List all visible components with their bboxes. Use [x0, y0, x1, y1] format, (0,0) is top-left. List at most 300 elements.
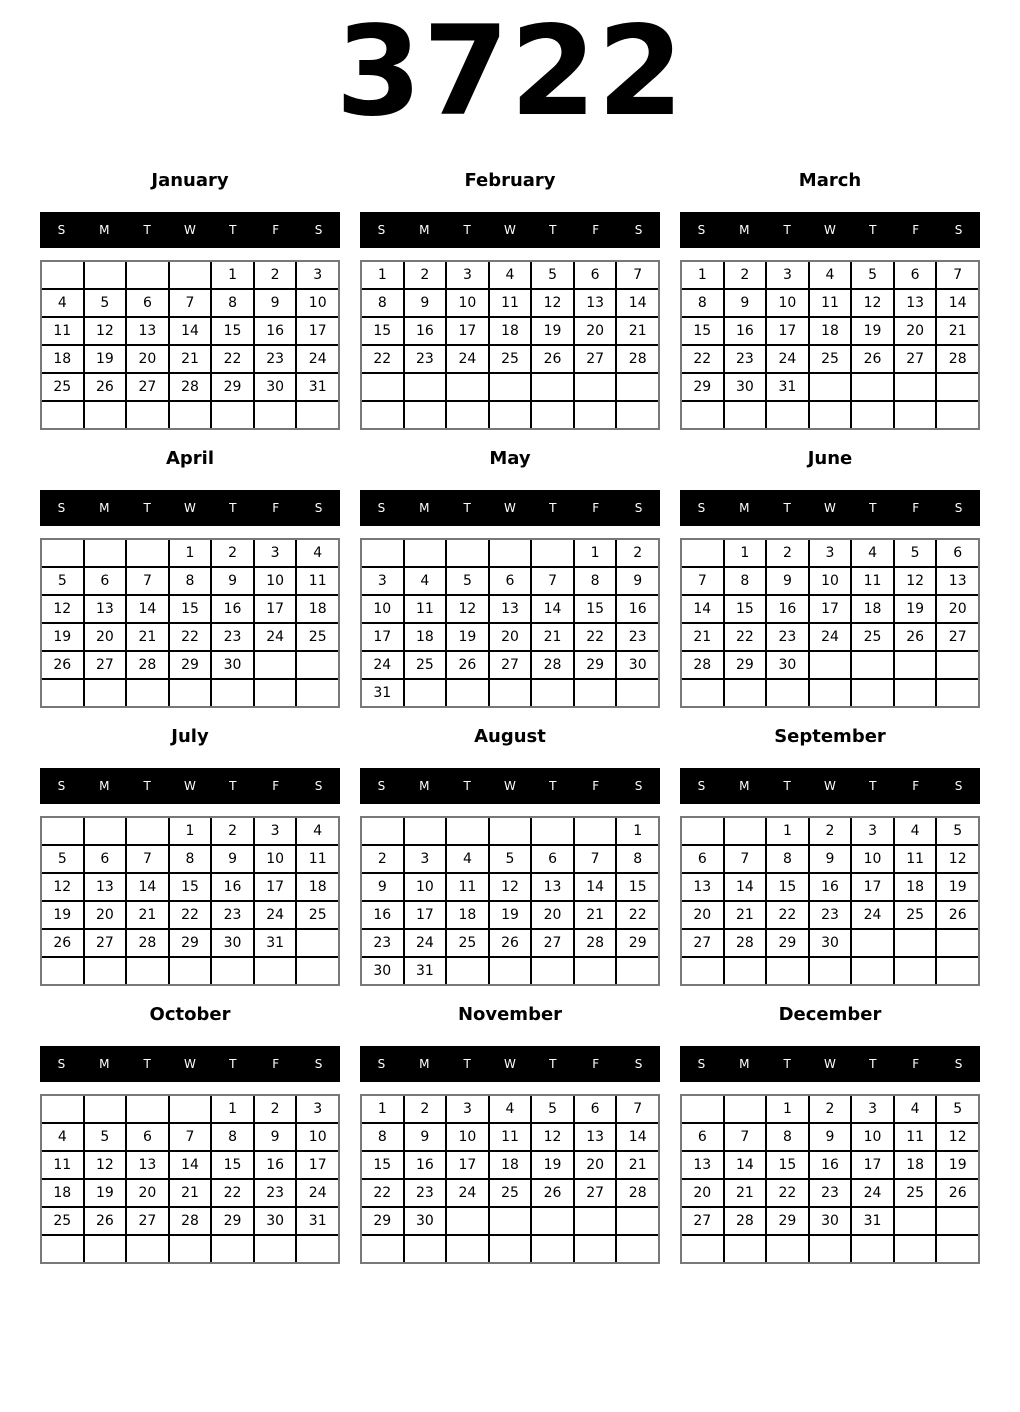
- day-cell: 18: [297, 596, 338, 622]
- weekday-header-row: [360, 768, 660, 804]
- day-cell: 2: [212, 818, 253, 844]
- day-cell: 28: [725, 930, 766, 956]
- day-cell: 5: [447, 568, 488, 594]
- month-day-grid: [360, 816, 660, 986]
- day-cell: [255, 680, 296, 706]
- month-title: May: [489, 448, 531, 469]
- month-calendar: [360, 726, 660, 986]
- day-cell: 28: [127, 652, 168, 678]
- day-cell: 3: [447, 1096, 488, 1122]
- day-cell: 13: [575, 290, 616, 316]
- day-cell: [852, 958, 893, 984]
- day-cell: [767, 402, 808, 428]
- day-cell: 5: [937, 818, 978, 844]
- day-cell: 1: [212, 262, 253, 288]
- day-cell: 19: [85, 346, 126, 372]
- weekday-header-row: [40, 212, 340, 248]
- day-cell: 9: [767, 568, 808, 594]
- day-cell: 28: [170, 374, 211, 400]
- weekday-label: W: [184, 501, 196, 515]
- day-cell: [170, 1236, 211, 1262]
- day-cell: 21: [725, 1180, 766, 1206]
- weekday-header-row: [40, 768, 340, 804]
- day-cell: 10: [852, 846, 893, 872]
- day-cell: [895, 652, 936, 678]
- weekday-label: M: [739, 501, 750, 515]
- day-cell: 5: [895, 540, 936, 566]
- day-cell: 1: [725, 540, 766, 566]
- weekday-header-row: [40, 1046, 340, 1082]
- day-cell: 11: [42, 318, 83, 344]
- day-cell: 20: [532, 902, 573, 928]
- day-cell: [810, 1236, 851, 1262]
- day-cell: 24: [810, 624, 851, 650]
- weekday-label: T: [463, 223, 471, 237]
- day-cell: 28: [532, 652, 573, 678]
- day-cell: 9: [212, 846, 253, 872]
- day-cell: 2: [810, 818, 851, 844]
- day-cell: 12: [532, 1124, 573, 1150]
- day-cell: 1: [682, 262, 723, 288]
- day-cell: 14: [617, 1124, 658, 1150]
- day-cell: 22: [575, 624, 616, 650]
- day-cell: [852, 652, 893, 678]
- day-cell: 16: [617, 596, 658, 622]
- month-day-grid: [680, 260, 980, 430]
- day-cell: 8: [212, 290, 253, 316]
- day-cell: [42, 402, 83, 428]
- month-title: September: [774, 726, 886, 747]
- day-cell: 23: [725, 346, 766, 372]
- day-cell: 22: [725, 624, 766, 650]
- day-cell: 31: [767, 374, 808, 400]
- day-cell: 22: [767, 1180, 808, 1206]
- day-cell: 23: [810, 902, 851, 928]
- weekday-label: S: [377, 223, 386, 237]
- day-cell: [127, 680, 168, 706]
- day-cell: 2: [810, 1096, 851, 1122]
- weekday-label: T: [143, 501, 151, 515]
- weekday-label: T: [783, 779, 791, 793]
- weekday-label: M: [99, 779, 110, 793]
- day-cell: 8: [617, 846, 658, 872]
- day-cell: 5: [490, 846, 531, 872]
- day-cell: 28: [575, 930, 616, 956]
- day-cell: 14: [725, 874, 766, 900]
- day-cell: 23: [405, 346, 446, 372]
- day-cell: [85, 958, 126, 984]
- weekday-label: T: [463, 501, 471, 515]
- day-cell: 16: [767, 596, 808, 622]
- day-cell: [682, 1236, 723, 1262]
- day-cell: 9: [405, 290, 446, 316]
- day-cell: 22: [682, 346, 723, 372]
- day-cell: [895, 374, 936, 400]
- day-cell: [42, 540, 83, 566]
- day-cell: 28: [170, 1208, 211, 1234]
- day-cell: 31: [405, 958, 446, 984]
- weekday-label: M: [739, 223, 750, 237]
- day-cell: 5: [532, 262, 573, 288]
- day-cell: 7: [170, 290, 211, 316]
- day-cell: 21: [127, 902, 168, 928]
- day-cell: [405, 680, 446, 706]
- day-cell: 24: [255, 624, 296, 650]
- day-cell: [170, 262, 211, 288]
- day-cell: 3: [297, 1096, 338, 1122]
- day-cell: [895, 958, 936, 984]
- day-cell: 26: [85, 1208, 126, 1234]
- day-cell: 4: [297, 540, 338, 566]
- day-cell: [212, 402, 253, 428]
- month-title: January: [151, 170, 229, 191]
- day-cell: 8: [682, 290, 723, 316]
- day-cell: 13: [682, 1152, 723, 1178]
- month-calendar: [40, 1004, 340, 1264]
- weekday-header-row: [360, 212, 660, 248]
- day-cell: [852, 680, 893, 706]
- day-cell: 29: [682, 374, 723, 400]
- day-cell: [532, 402, 573, 428]
- day-cell: [447, 402, 488, 428]
- day-cell: 23: [212, 902, 253, 928]
- day-cell: [682, 818, 723, 844]
- day-cell: [682, 402, 723, 428]
- day-cell: [490, 958, 531, 984]
- day-cell: [255, 1236, 296, 1262]
- day-cell: 12: [852, 290, 893, 316]
- day-cell: [447, 680, 488, 706]
- day-cell: 29: [575, 652, 616, 678]
- weekday-label: S: [634, 779, 643, 793]
- day-cell: 6: [682, 1124, 723, 1150]
- weekday-header-row: [680, 768, 980, 804]
- day-cell: [532, 680, 573, 706]
- day-cell: [85, 1236, 126, 1262]
- month-title: November: [457, 1004, 563, 1025]
- day-cell: 20: [490, 624, 531, 650]
- day-cell: 31: [297, 374, 338, 400]
- day-cell: 25: [405, 652, 446, 678]
- weekday-label: T: [869, 223, 877, 237]
- day-cell: 10: [405, 874, 446, 900]
- day-cell: 8: [212, 1124, 253, 1150]
- weekday-header-row: [360, 490, 660, 526]
- day-cell: 26: [852, 346, 893, 372]
- day-cell: 12: [85, 318, 126, 344]
- day-cell: [127, 540, 168, 566]
- day-cell: 15: [767, 874, 808, 900]
- day-cell: [895, 930, 936, 956]
- month-title: August: [474, 726, 546, 747]
- day-cell: 26: [937, 1180, 978, 1206]
- day-cell: 13: [127, 1152, 168, 1178]
- day-cell: 16: [405, 1152, 446, 1178]
- day-cell: [617, 958, 658, 984]
- day-cell: 18: [297, 874, 338, 900]
- weekday-label: S: [377, 501, 386, 515]
- day-cell: [852, 930, 893, 956]
- weekday-label: W: [504, 1057, 516, 1071]
- day-cell: 14: [725, 1152, 766, 1178]
- day-cell: 15: [170, 596, 211, 622]
- month-day-grid: [40, 1094, 340, 1264]
- weekday-label: T: [549, 501, 557, 515]
- day-cell: 13: [532, 874, 573, 900]
- day-cell: [767, 958, 808, 984]
- weekday-label: F: [592, 779, 600, 793]
- day-cell: 5: [85, 1124, 126, 1150]
- day-cell: 3: [447, 262, 488, 288]
- day-cell: 11: [297, 846, 338, 872]
- day-cell: [170, 680, 211, 706]
- day-cell: 7: [170, 1124, 211, 1150]
- weekday-label: W: [504, 501, 516, 515]
- day-cell: [127, 958, 168, 984]
- day-cell: 16: [255, 318, 296, 344]
- day-cell: [85, 262, 126, 288]
- day-cell: [937, 374, 978, 400]
- weekday-label: F: [272, 223, 280, 237]
- weekday-label: S: [954, 1057, 963, 1071]
- weekday-label: M: [419, 779, 430, 793]
- day-cell: 16: [810, 874, 851, 900]
- day-cell: 19: [490, 902, 531, 928]
- day-cell: 3: [852, 1096, 893, 1122]
- day-cell: 21: [532, 624, 573, 650]
- day-cell: [532, 958, 573, 984]
- day-cell: 7: [532, 568, 573, 594]
- day-cell: [127, 1236, 168, 1262]
- day-cell: [297, 652, 338, 678]
- day-cell: 30: [212, 930, 253, 956]
- weekday-label: W: [184, 1057, 196, 1071]
- day-cell: [575, 1208, 616, 1234]
- day-cell: [447, 818, 488, 844]
- day-cell: [405, 540, 446, 566]
- day-cell: 30: [405, 1208, 446, 1234]
- day-cell: [852, 374, 893, 400]
- day-cell: 11: [405, 596, 446, 622]
- weekday-label: T: [463, 779, 471, 793]
- day-cell: 29: [170, 652, 211, 678]
- day-cell: [575, 374, 616, 400]
- month-calendar: [40, 448, 340, 708]
- weekday-label: S: [634, 1057, 643, 1071]
- month-calendar: [360, 1004, 660, 1264]
- day-cell: 20: [682, 1180, 723, 1206]
- day-cell: 23: [405, 1180, 446, 1206]
- day-cell: 22: [212, 1180, 253, 1206]
- weekday-label: W: [824, 223, 836, 237]
- day-cell: 27: [127, 374, 168, 400]
- day-cell: [895, 1236, 936, 1262]
- day-cell: 17: [447, 1152, 488, 1178]
- day-cell: 19: [937, 1152, 978, 1178]
- weekday-label: W: [504, 223, 516, 237]
- day-cell: [810, 652, 851, 678]
- day-cell: 30: [362, 958, 403, 984]
- day-cell: 9: [212, 568, 253, 594]
- day-cell: [725, 1096, 766, 1122]
- day-cell: 27: [127, 1208, 168, 1234]
- day-cell: 25: [297, 902, 338, 928]
- month-calendar: [680, 448, 980, 708]
- day-cell: 4: [447, 846, 488, 872]
- day-cell: 4: [490, 262, 531, 288]
- day-cell: [895, 1208, 936, 1234]
- day-cell: 6: [127, 1124, 168, 1150]
- month-calendar: [680, 726, 980, 986]
- day-cell: 17: [447, 318, 488, 344]
- day-cell: 26: [447, 652, 488, 678]
- day-cell: 17: [255, 596, 296, 622]
- day-cell: 4: [297, 818, 338, 844]
- day-cell: 25: [895, 1180, 936, 1206]
- day-cell: 14: [617, 290, 658, 316]
- day-cell: [255, 402, 296, 428]
- day-cell: 4: [42, 290, 83, 316]
- weekday-label: S: [57, 1057, 66, 1071]
- day-cell: 2: [405, 262, 446, 288]
- day-cell: [42, 262, 83, 288]
- day-cell: 13: [490, 596, 531, 622]
- day-cell: 17: [810, 596, 851, 622]
- day-cell: [937, 1236, 978, 1262]
- day-cell: 23: [767, 624, 808, 650]
- day-cell: [297, 402, 338, 428]
- day-cell: 12: [42, 596, 83, 622]
- weekday-label: S: [314, 501, 323, 515]
- day-cell: [810, 402, 851, 428]
- day-cell: 31: [362, 680, 403, 706]
- day-cell: 1: [362, 1096, 403, 1122]
- day-cell: [362, 818, 403, 844]
- day-cell: 15: [682, 318, 723, 344]
- day-cell: 13: [895, 290, 936, 316]
- day-cell: 13: [682, 874, 723, 900]
- day-cell: 11: [895, 846, 936, 872]
- weekday-label: F: [912, 779, 920, 793]
- day-cell: [810, 680, 851, 706]
- day-cell: [42, 1236, 83, 1262]
- day-cell: [575, 818, 616, 844]
- day-cell: 5: [937, 1096, 978, 1122]
- day-cell: [937, 680, 978, 706]
- day-cell: 22: [212, 346, 253, 372]
- day-cell: 25: [490, 1180, 531, 1206]
- day-cell: 21: [617, 318, 658, 344]
- day-cell: 16: [212, 874, 253, 900]
- day-cell: 5: [532, 1096, 573, 1122]
- day-cell: 18: [895, 874, 936, 900]
- day-cell: [297, 680, 338, 706]
- day-cell: 14: [170, 1152, 211, 1178]
- month-day-grid: [40, 538, 340, 708]
- month-calendar: [40, 726, 340, 986]
- weekday-header-row: [40, 490, 340, 526]
- day-cell: 9: [405, 1124, 446, 1150]
- day-cell: 21: [682, 624, 723, 650]
- weekday-header-row: [680, 1046, 980, 1082]
- day-cell: [362, 374, 403, 400]
- day-cell: 16: [212, 596, 253, 622]
- day-cell: 19: [895, 596, 936, 622]
- day-cell: 28: [127, 930, 168, 956]
- day-cell: [212, 1236, 253, 1262]
- day-cell: 23: [617, 624, 658, 650]
- day-cell: 17: [297, 318, 338, 344]
- day-cell: 17: [362, 624, 403, 650]
- weekday-label: S: [57, 779, 66, 793]
- day-cell: [405, 374, 446, 400]
- weekday-label: F: [272, 779, 280, 793]
- day-cell: 20: [682, 902, 723, 928]
- day-cell: 10: [297, 1124, 338, 1150]
- day-cell: 16: [725, 318, 766, 344]
- day-cell: [725, 402, 766, 428]
- day-cell: 22: [362, 346, 403, 372]
- day-cell: 15: [170, 874, 211, 900]
- day-cell: 29: [362, 1208, 403, 1234]
- day-cell: [490, 680, 531, 706]
- day-cell: 9: [725, 290, 766, 316]
- day-cell: 8: [767, 846, 808, 872]
- day-cell: [127, 818, 168, 844]
- day-cell: 25: [895, 902, 936, 928]
- day-cell: 17: [767, 318, 808, 344]
- day-cell: 14: [532, 596, 573, 622]
- weekday-label: F: [592, 501, 600, 515]
- day-cell: 22: [362, 1180, 403, 1206]
- day-cell: 8: [575, 568, 616, 594]
- day-cell: 16: [405, 318, 446, 344]
- month-day-grid: [360, 260, 660, 430]
- day-cell: 3: [405, 846, 446, 872]
- day-cell: 8: [767, 1124, 808, 1150]
- day-cell: 27: [532, 930, 573, 956]
- day-cell: 24: [852, 1180, 893, 1206]
- day-cell: 21: [937, 318, 978, 344]
- day-cell: [532, 540, 573, 566]
- day-cell: [85, 818, 126, 844]
- month-calendar: [360, 448, 660, 708]
- weekday-label: T: [229, 1057, 237, 1071]
- day-cell: 3: [255, 540, 296, 566]
- day-cell: 27: [682, 930, 723, 956]
- day-cell: 30: [810, 930, 851, 956]
- day-cell: 27: [682, 1208, 723, 1234]
- day-cell: 22: [767, 902, 808, 928]
- day-cell: 29: [767, 1208, 808, 1234]
- day-cell: 8: [362, 1124, 403, 1150]
- day-cell: 30: [255, 374, 296, 400]
- day-cell: 12: [447, 596, 488, 622]
- day-cell: 7: [127, 568, 168, 594]
- day-cell: 1: [575, 540, 616, 566]
- day-cell: [617, 402, 658, 428]
- day-cell: 15: [362, 1152, 403, 1178]
- day-cell: [42, 680, 83, 706]
- day-cell: [362, 540, 403, 566]
- day-cell: 2: [255, 1096, 296, 1122]
- month-title: April: [165, 448, 215, 469]
- day-cell: 24: [852, 902, 893, 928]
- day-cell: [405, 1236, 446, 1262]
- day-cell: 3: [297, 262, 338, 288]
- day-cell: [212, 958, 253, 984]
- day-cell: [447, 1236, 488, 1262]
